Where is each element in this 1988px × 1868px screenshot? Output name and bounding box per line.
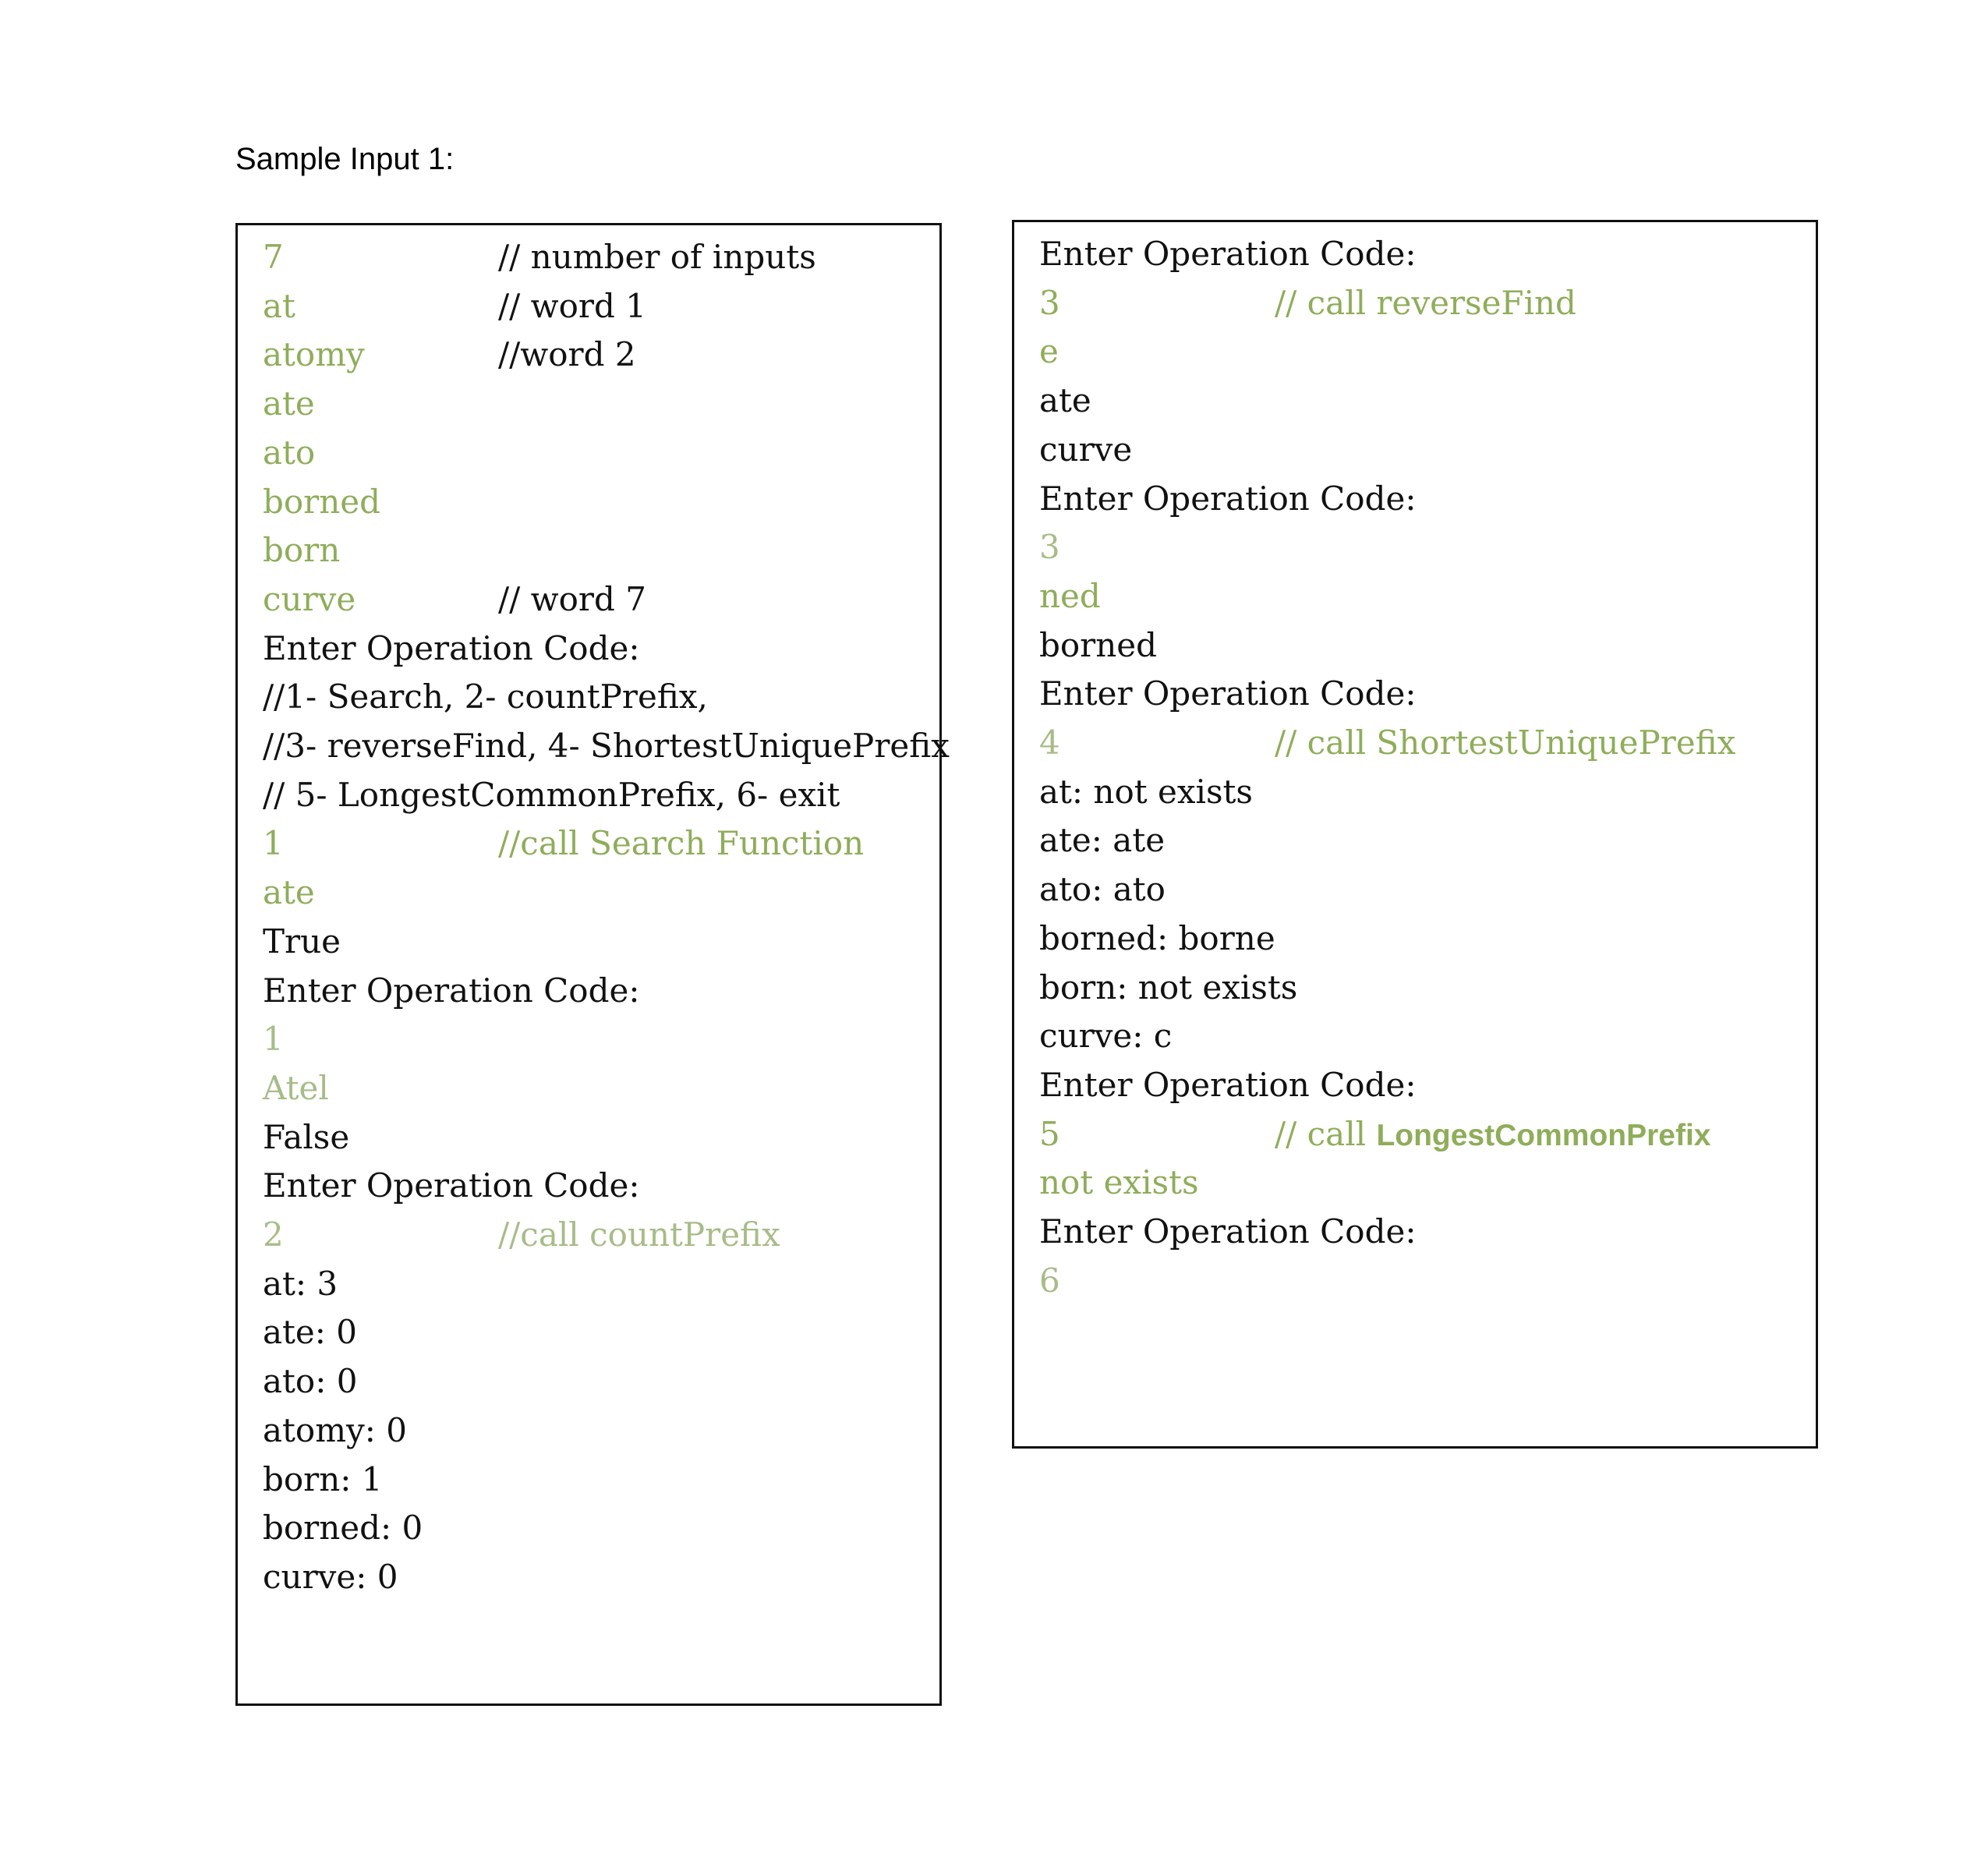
console-line-text: at bbox=[263, 286, 295, 325]
console-line-text: Enter Operation Code: bbox=[1039, 1212, 1417, 1251]
console-line-text: Enter Operation Code: bbox=[263, 1166, 640, 1205]
console-line-text: curve bbox=[263, 579, 356, 618]
sample-input-heading: Sample Input 1: bbox=[235, 142, 455, 176]
console-line-text: ned bbox=[1039, 576, 1101, 615]
console-line-text: atomy bbox=[263, 335, 365, 374]
console-line-text: Enter Operation Code: bbox=[263, 628, 640, 667]
console-line-text: Enter Operation Code: bbox=[1039, 674, 1417, 713]
console-line-text: at: 3 bbox=[263, 1264, 338, 1303]
comment-text: // call ShortestUniquePrefix bbox=[1275, 723, 1736, 762]
comment-text: //word 2 bbox=[498, 335, 636, 374]
console-line-comment bbox=[498, 282, 646, 331]
console-line-comment bbox=[1275, 279, 1576, 328]
console-line-text: at: not exists bbox=[1039, 772, 1253, 811]
console-line-text: ate: ate bbox=[1039, 821, 1166, 860]
console-line-text: //1- Search, 2- countPrefix, bbox=[263, 678, 708, 716]
console-line-text: Atel bbox=[263, 1068, 329, 1107]
console-line-text: // 5- LongestCommonPrefix, 6- exit bbox=[263, 775, 840, 814]
console-line-text: ate: 0 bbox=[263, 1313, 357, 1352]
console-line-comment bbox=[1275, 1110, 1710, 1161]
console-line-text: Enter Operation Code: bbox=[1039, 1065, 1417, 1104]
console-line-text: curve bbox=[1039, 430, 1133, 469]
console-line-text: ato: ato bbox=[1039, 870, 1166, 909]
console-line-text: 1 bbox=[263, 1020, 284, 1059]
right-console-box bbox=[1012, 220, 1818, 1449]
console-line-text: borned bbox=[263, 482, 381, 521]
console-line-text: borned: 0 bbox=[263, 1509, 423, 1548]
comment-text: // word 1 bbox=[498, 286, 646, 325]
console-line-text: 1 bbox=[263, 824, 284, 863]
console-line-text: False bbox=[263, 1117, 350, 1156]
console-line-text: 7 bbox=[263, 238, 284, 276]
comment-text: // number of inputs bbox=[498, 238, 816, 276]
console-line-comment bbox=[498, 575, 646, 624]
console-line-text: not exists bbox=[1039, 1163, 1199, 1202]
console-line-comment bbox=[498, 331, 636, 380]
console-line-text: Enter Operation Code: bbox=[263, 971, 640, 1010]
console-line-text: Enter Operation Code: bbox=[1039, 235, 1417, 273]
console-line-comment bbox=[1275, 719, 1735, 768]
console-line-text: //3- reverseFind, 4- ShortestUniquePrefix bbox=[263, 727, 950, 765]
console-line-text: True bbox=[263, 922, 341, 961]
console-line-text: ate bbox=[263, 384, 315, 423]
console-line-text: 5 bbox=[1039, 1114, 1060, 1153]
comment-text: // word 7 bbox=[498, 579, 646, 618]
console-line-text: born bbox=[263, 531, 341, 570]
comment-text: // call bbox=[1275, 1114, 1377, 1153]
console-line-text: born: 1 bbox=[263, 1459, 383, 1498]
console-line-comment bbox=[498, 819, 864, 869]
console-line-text: 6 bbox=[1039, 1261, 1060, 1300]
comment-bold-suffix: LongestCommonPrefix bbox=[1376, 1118, 1711, 1152]
console-line-text: Enter Operation Code: bbox=[1039, 479, 1417, 518]
console-line-text: curve: c bbox=[1039, 1017, 1173, 1056]
comment-text: //call countPrefix bbox=[498, 1215, 780, 1254]
console-line-text: e bbox=[1039, 332, 1059, 371]
console-line-text: 3 bbox=[1039, 283, 1060, 322]
console-line-text: borned bbox=[1039, 625, 1158, 664]
left-console-box bbox=[235, 223, 950, 1706]
console-line-text: ate bbox=[1039, 381, 1091, 420]
console-line-text: 2 bbox=[263, 1215, 284, 1254]
console-line-text: 4 bbox=[1039, 723, 1060, 762]
console-line-text: ato bbox=[263, 433, 316, 472]
console-line-text: borned: borne bbox=[1039, 918, 1275, 957]
console-line-comment bbox=[498, 233, 816, 282]
console-line-text: curve: 0 bbox=[263, 1557, 398, 1596]
comment-text: //call Search Function bbox=[498, 824, 865, 863]
console-line-text: 3 bbox=[1039, 528, 1060, 567]
comment-text: // call reverseFind bbox=[1275, 283, 1576, 322]
console-line-text: ato: 0 bbox=[263, 1362, 358, 1401]
console-line-text: born: not exists bbox=[1039, 968, 1298, 1007]
console-line-text: atomy: 0 bbox=[263, 1410, 407, 1449]
console-line-text: ate bbox=[263, 873, 315, 912]
console-line-comment bbox=[498, 1211, 780, 1260]
